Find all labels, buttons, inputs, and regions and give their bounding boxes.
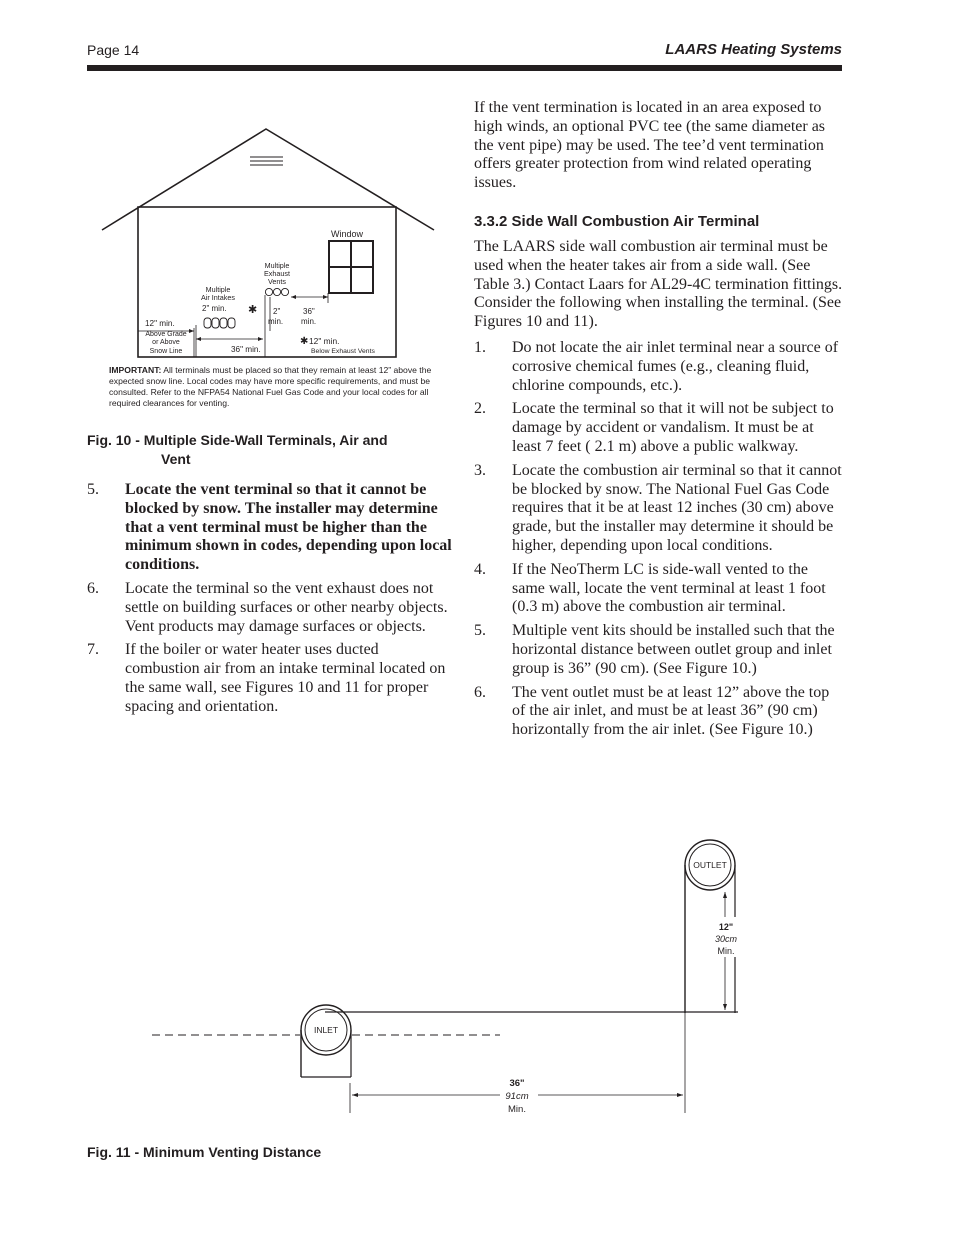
important-label: IMPORTANT: — [109, 365, 162, 375]
below-exhaust-label: Below Exhaust Vents — [311, 348, 375, 355]
dim-36-top-min: min. — [301, 317, 317, 326]
asterisk-icon-2: ✱ — [300, 336, 309, 347]
section-paragraph: The LAARS side wall combustion air terminal must be used when the heater takes air from a side wall. (See Table 3.) Contact Laars for AL29-4C termination fittings. Consider the following when installing the terminal. (See Figures 10 and 11). — [474, 237, 843, 331]
dim-36-top: 36" — [303, 307, 315, 316]
header-rule — [87, 65, 842, 71]
figure-10-house-diagram — [100, 125, 445, 365]
important-text: All terminals must be placed so that they remain at least 12” above the expected snow line. Local codes may have more specific requirements, and must be consulted. Refer to the NFPA54 National Fuel Gas Code and your local codes for all required clearances for venting. — [109, 365, 432, 408]
intakes-label-1: Multiple — [205, 285, 231, 294]
intakes-2in-label: 2" min. — [202, 304, 227, 313]
list-item: 5. Locate the vent terminal so that it cannot be blocked by snow. The installer may determine that a vent terminal must be higher than the minimum shown in codes, depending upon local conditions. — [87, 481, 452, 574]
list-item: 1. Do not locate the air inlet terminal near a source of corrosive chemical fumes (e.g., cleaning fluid, chlorine compounds, etc.). — [474, 338, 839, 394]
horizontal-dim-min: Min. — [508, 1104, 526, 1115]
list-item: 2. Locate the terminal so that it will not be subject to damage by accident or vandalism. It must be at least 7 feet ( 2.1 m) above a public walkway. — [474, 400, 834, 455]
horizontal-dim-value: 36" — [509, 1078, 525, 1089]
asterisk-icon: ✱ — [248, 304, 258, 316]
above-grade-2: or Above — [152, 339, 180, 346]
right-column — [474, 99, 844, 745]
page-number: Page 14 — [87, 42, 140, 58]
list-item: 3. Locate the combustion air terminal so that it cannot be blocked by snow. The National Fuel Gas Code requires that it be at least 12 inches (30 cm) above grade, but the installer may determine it should be higher, depending upon local conditions. — [474, 461, 842, 554]
above-grade-1: Above Grade — [145, 331, 187, 338]
exhaust-label-2: Exhaust — [264, 269, 290, 278]
exhaust-label-1: Multiple — [264, 261, 290, 270]
roof-outline — [102, 129, 434, 230]
left-instruction-list — [87, 481, 452, 722]
list-item: 5. Multiple vent kits should be installed such that the horizontal distance between outlet group and inlet group is 36” (90 cm). (See Figure 10.) — [474, 622, 835, 677]
dim-12-left: 12" min. — [145, 319, 175, 328]
figure-10-important-note — [109, 365, 439, 409]
vertical-dim-value: 12" — [718, 922, 734, 932]
list-item: 6. The vent outlet must be at least 12” above the top of the air inlet, and must be at least 36” (90 cm) horizontally from the air inlet. (See Figure 10.) — [474, 683, 830, 739]
window-label: Window — [331, 229, 364, 239]
outlet-label: OUTLET — [693, 860, 727, 870]
figure-10-caption-line2: Vent — [161, 451, 191, 467]
section-heading: 3.3.2 Side Wall Combustion Air Terminal — [474, 212, 760, 230]
figure-11-venting-diagram — [140, 835, 750, 1120]
inlet-pipe-icon — [301, 1005, 351, 1077]
right-instruction-list — [474, 339, 844, 740]
exhaust-vents-icon — [265, 288, 288, 295]
inlet-label: INLET — [313, 1025, 339, 1035]
list-item: 4. If the NeoTherm LC is side-wall vented to the same wall, locate the vent terminal at least 1 foot (0.3 m) above the combustion air terminal. — [474, 560, 826, 616]
air-intakes-icon — [204, 318, 235, 328]
vertical-dim-metric: 30cm — [714, 934, 738, 944]
wind-paragraph: If the vent termination is located in an area exposed to high winds, an optional PVC tee (the same diameter as the vent pipe) may be used. The tee’d vent termination offers greater protection from wind related operating issues. — [474, 99, 826, 192]
list-item: 6. Locate the terminal so the vent exhaust does not settle on building surfaces or other nearby objects. Vent products may damage surfaces or objects. — [87, 579, 448, 635]
figure-11-caption: Fig. 11 - Minimum Venting Distance — [87, 1144, 322, 1160]
figure-10-caption-line1: Fig. 10 - Multiple Side-Wall Terminals, Air and — [87, 432, 388, 448]
list-item: 7. If the boiler or water heater uses ducted combustion air from an intake terminal located on the same wall, see Figures 10 and 11 for proper spacing and orientation. — [87, 641, 446, 715]
horizontal-dim-metric: 91cm — [505, 1091, 529, 1102]
exhaust-2in-label: 2" — [273, 307, 281, 316]
dim-12-right: 12" min. — [309, 336, 340, 346]
exhaust-2in-label-min: min. — [268, 317, 284, 326]
above-grade-3: Snow Line — [149, 348, 183, 355]
intakes-label-2: Air Intakes — [201, 293, 235, 302]
vertical-dim-min: Min. — [717, 946, 735, 956]
brand-title: LAARS Heating Systems — [665, 41, 842, 58]
dim-36-bottom: 36" min. — [231, 345, 261, 354]
figure-10-caption — [87, 431, 452, 469]
exhaust-label-3: Vents — [268, 277, 286, 286]
